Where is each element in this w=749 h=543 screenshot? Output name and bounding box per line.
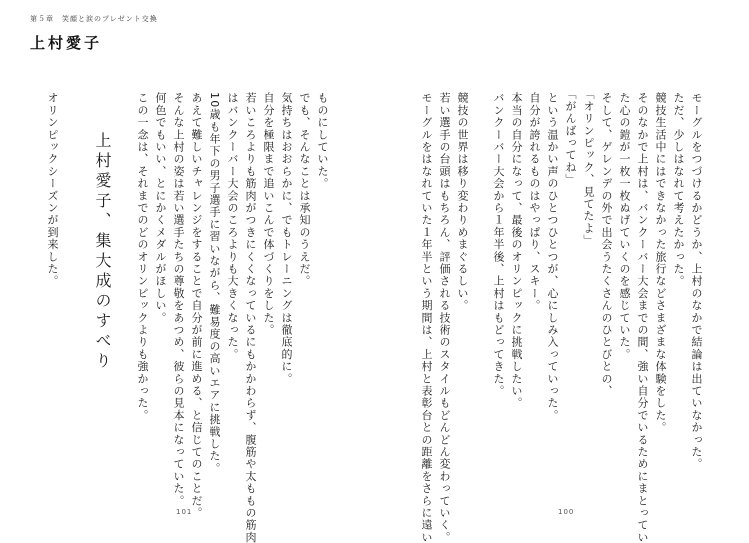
body-line: バンクーバー大会から１年半後、上村はもどってきた。: [492, 92, 505, 397]
body-line: 競技の世界は移り変わりめまぐるしい。: [456, 92, 469, 312]
body-line: 気持ちはおおらかに、でもトレーニングは徹底的に。: [280, 92, 293, 385]
body-line: 自分を極限まで追いこんで体づくりをした。: [262, 92, 275, 336]
body-line: 「がんばってね」: [564, 88, 577, 186]
body-line: ものにしていた。: [316, 92, 329, 190]
body-line: た心の鎧が一枚一枚ぬげていくのを感じていた。: [618, 92, 631, 361]
page-number: 101: [176, 508, 193, 516]
body-line: 若いころよりも筋肉がつきにくくなっているにもかかわらず、腹筋や太ももの筋肉: [244, 92, 257, 543]
section-subheading: 上村愛子、集大成のすべり: [93, 132, 112, 372]
body-line: この一念は、それまでのどのオリンピックよりも強かった。: [136, 92, 149, 422]
body-line: そして、ゲレンデの外で出会うたくさんのひとびとの、: [600, 92, 613, 397]
chapter-label: 第５章 笑顔と涙のプレゼント交換: [30, 15, 158, 23]
body-line: モーグルをつづけるかどうか、上村のなかで結論は出ていなかった。: [690, 92, 703, 471]
body-line: 競技生活中にはできなかった旅行などさまざまな体験をした。: [654, 92, 667, 434]
body-line: はバンクーバー大会のころよりも大きくなった。: [226, 92, 239, 361]
body-line: 本当の自分になって、最後のオリンピックに挑戦したい。: [510, 92, 523, 410]
body-line: 何色でもいい、とにかくメダルがほしい。: [154, 92, 167, 324]
body-line: 自分が誇れるものはやっぱり、スキー。: [528, 92, 541, 312]
body-line: オリンピックシーズンが到来した。: [46, 92, 59, 288]
body-line: そのなかで上村は、バンクーバー大会までの間、強い自分でいるためにまとってい: [636, 92, 649, 543]
body-line: 「オリンピック、見てたよ」: [582, 88, 595, 247]
body-line: ただ、少しはなれて考えたかった。: [672, 92, 685, 288]
page-number: 100: [558, 508, 575, 516]
body-line: モーグルをはなれていた１年半という期間は、上村と表彰台との距離をさらに遠い: [420, 92, 433, 543]
body-line: そんな上村の姿は若い選手たちの尊敬をあつめ、彼らの見本になっていた。: [172, 92, 185, 507]
body-line: という温かい声のひとつひとつが、心にしみ入っていった。: [546, 92, 559, 422]
body-line: あえて難しいチャレンジをすることで自分が前に進める、と信じてのことだ。: [190, 92, 203, 519]
body-line: 10歳も年下の男子選手に習いながら、難易度の高いエアに挑戦した。: [208, 92, 221, 475]
body-line: でも、そんなことは承知のうえだ。: [298, 92, 311, 288]
body-line: 若い選手の台頭はもちろん、評価される技術のスタイルもどんどん変わっていく。: [438, 92, 451, 543]
chapter-title: 上村愛子: [30, 34, 103, 52]
